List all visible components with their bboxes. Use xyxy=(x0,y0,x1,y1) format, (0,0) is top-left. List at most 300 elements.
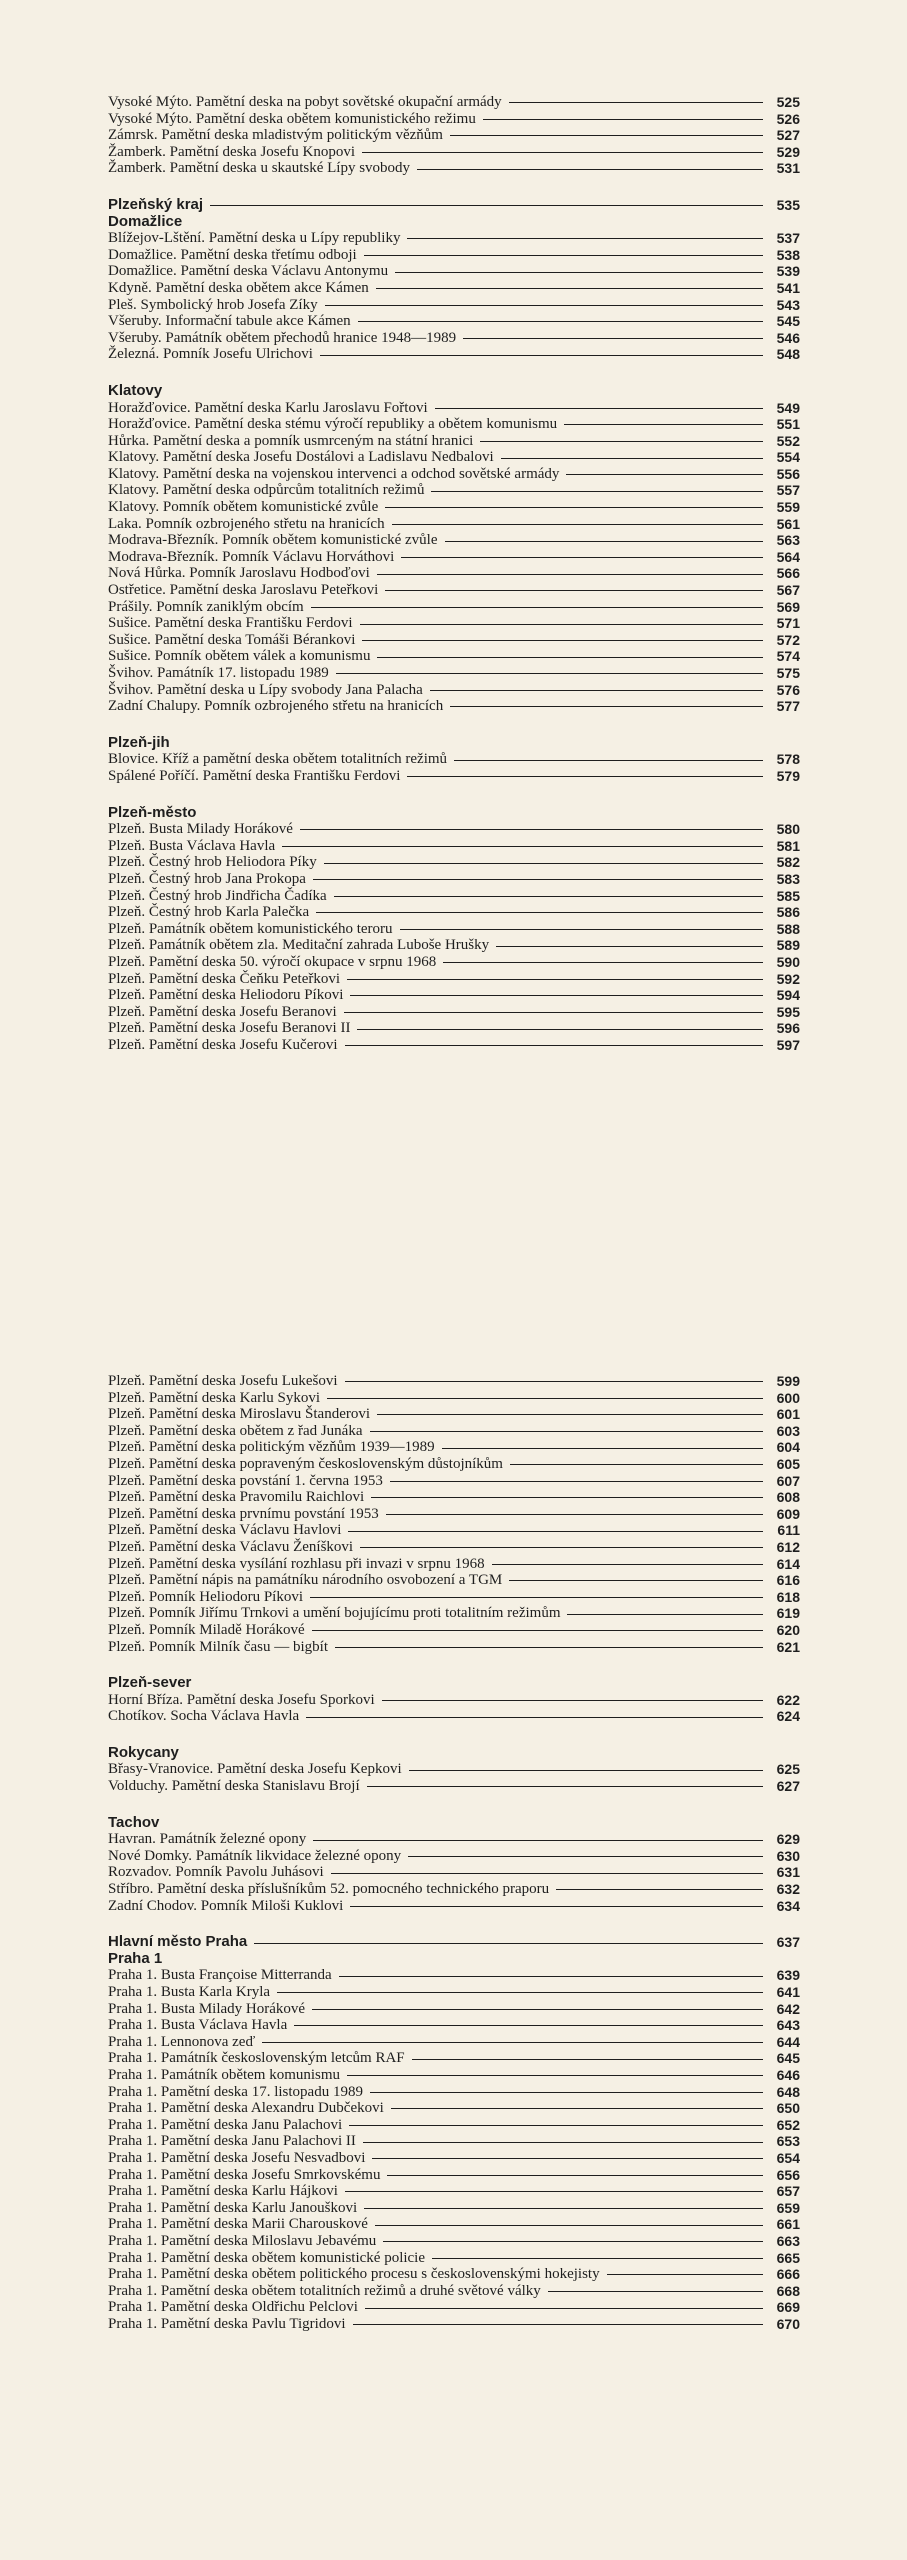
leader-line xyxy=(310,1597,763,1598)
leader-line xyxy=(364,255,763,256)
entry-title: Plzeň. Pamětní deska Karlu Sykovi xyxy=(108,1389,321,1406)
entry-title: Praha 1. Pamětní deska Oldřichu Pelclovi xyxy=(108,2299,358,2316)
toc-entry[interactable] xyxy=(108,2266,800,2283)
district-heading: Plzeň-jih xyxy=(108,733,170,751)
toc-entry[interactable] xyxy=(108,433,800,450)
entry-title: Domažlice. Pamětní deska třetímu odboji xyxy=(108,246,357,263)
leader-line xyxy=(334,896,763,897)
entry-title: Modrava-Březník. Pomník obětem komunistické zvůle xyxy=(108,532,438,549)
page-number: 597 xyxy=(776,1036,800,1053)
toc-entry[interactable] xyxy=(108,1848,800,1865)
toc-entry[interactable] xyxy=(108,582,800,599)
leader-line xyxy=(313,879,763,880)
toc-entry[interactable] xyxy=(108,2117,800,2134)
toc-entry[interactable] xyxy=(108,1037,800,1054)
toc-entry[interactable] xyxy=(108,1489,800,1506)
page-number: 634 xyxy=(776,1897,800,1914)
toc-entry[interactable] xyxy=(108,1881,800,1898)
page-number: 620 xyxy=(776,1621,800,1638)
leader-line xyxy=(350,995,763,996)
toc-entry[interactable] xyxy=(108,682,800,699)
toc-entry[interactable] xyxy=(108,111,800,128)
toc-entry[interactable] xyxy=(108,416,800,433)
toc-entry[interactable] xyxy=(108,127,800,144)
page-number: 599 xyxy=(776,1373,800,1389)
leader-line xyxy=(312,2009,763,2010)
entry-title: Všeruby. Památník obětem přechodů hranice 1948—1989 xyxy=(108,329,457,346)
leader-line xyxy=(357,1029,763,1030)
page-number: 541 xyxy=(776,279,800,296)
toc-column-upper xyxy=(108,94,800,1053)
toc-entry[interactable] xyxy=(108,1423,800,1440)
toc-entry[interactable] xyxy=(108,937,800,954)
leader-line xyxy=(408,1856,763,1857)
entry-title: Praha 1. Pamětní deska Karlu Hájkovi xyxy=(108,2183,338,2200)
page-number: 592 xyxy=(776,970,800,987)
toc-entry[interactable] xyxy=(108,904,800,921)
region-title: Plzeňský kraj xyxy=(108,195,204,213)
entry-title: Plzeň. Pomník Jiřímu Trnkovi a umění bojujícímu proti totalitním režimům xyxy=(108,1605,561,1622)
toc-entry[interactable] xyxy=(108,1778,800,1795)
page-number: 575 xyxy=(776,665,800,681)
entry-title: Plzeň. Pamětní nápis na památníku národního osvobození a TGM xyxy=(108,1572,503,1589)
entry-title: Švihov. Pamětní deska u Lípy svobody Jana Palacha xyxy=(108,681,423,698)
leader-line xyxy=(407,776,763,777)
leader-line xyxy=(306,1717,763,1718)
toc-entry[interactable] xyxy=(108,2084,800,2101)
entry-title: Modrava-Březník. Pomník Václavu Horváthovi xyxy=(108,548,395,565)
leader-line xyxy=(407,238,763,239)
leader-line xyxy=(454,760,763,761)
page-number: 589 xyxy=(776,937,800,954)
leader-line xyxy=(345,1381,763,1382)
toc-entry[interactable] xyxy=(108,2250,800,2267)
leader-line xyxy=(262,2042,763,2043)
page-number: 561 xyxy=(776,515,800,532)
leader-line xyxy=(450,135,763,136)
leader-line xyxy=(358,321,763,322)
toc-entry[interactable] xyxy=(108,1373,800,1390)
toc-entry[interactable] xyxy=(108,1406,800,1423)
leader-line xyxy=(492,1564,763,1565)
toc-entry[interactable] xyxy=(108,466,800,483)
toc-entry[interactable] xyxy=(108,1864,800,1881)
leader-line xyxy=(450,706,763,707)
entry-title: Volduchy. Pamětní deska Stanislavu Brojí xyxy=(108,1778,360,1795)
page-number: 605 xyxy=(776,1455,800,1472)
toc-entry[interactable] xyxy=(108,954,800,971)
page-number: 579 xyxy=(776,767,800,784)
leader-line xyxy=(501,458,763,459)
toc-entry[interactable] xyxy=(108,648,800,665)
leader-line xyxy=(370,2092,763,2093)
entry-title: Praha 1. Pamětní deska Pavlu Tigridovi xyxy=(108,2315,346,2332)
page-number: 594 xyxy=(776,987,800,1004)
entry-title: Praha 1. Pamětní deska Marii Charouskové xyxy=(108,2216,368,2233)
toc-entry[interactable] xyxy=(108,2167,800,2184)
page-number: 548 xyxy=(776,346,800,363)
entry-title: Praha 1. Busta Milady Horákové xyxy=(108,2000,306,2017)
toc-entry[interactable] xyxy=(108,987,800,1004)
entry-title: Plzeň. Pamětní deska Pravomilu Raichlovi xyxy=(108,1489,365,1506)
page-number: 526 xyxy=(776,110,800,127)
page-number: 618 xyxy=(776,1588,800,1605)
entry-title: Klatovy. Pamětní deska Josefu Dostálovi a Ladislavu Nedbalovi xyxy=(108,449,494,466)
page-number: 625 xyxy=(776,1761,800,1778)
toc-entry[interactable] xyxy=(108,1761,800,1778)
toc-entry[interactable] xyxy=(108,94,800,111)
toc-entry[interactable] xyxy=(108,1692,800,1709)
leader-line xyxy=(335,1647,763,1648)
leader-line xyxy=(347,2075,763,2076)
entry-title: Praha 1. Lennonova zeď xyxy=(108,2033,256,2050)
toc-entry[interactable] xyxy=(108,698,800,715)
leader-line xyxy=(432,2258,763,2259)
entry-title: Nové Domky. Památník likvidace železné opony xyxy=(108,1847,402,1864)
page-number: 569 xyxy=(776,598,800,615)
leader-line xyxy=(327,1398,763,1399)
entry-title: Praha 1. Pamětní deska 17. listopadu 1989 xyxy=(108,2083,363,2100)
entry-title: Zámrsk. Pamětní deska mladistvým politickým vězňům xyxy=(108,127,443,144)
toc-entry[interactable] xyxy=(108,1473,800,1490)
toc-entry[interactable] xyxy=(108,549,800,566)
leader-line xyxy=(300,829,763,830)
entry-title: Nová Hůrka. Pomník Jaroslavu Hodboďovi xyxy=(108,565,370,582)
district-heading: Rokycany xyxy=(108,1743,179,1761)
page-number: 619 xyxy=(776,1605,800,1622)
leader-line xyxy=(496,946,763,947)
leader-line xyxy=(311,607,763,608)
page-number: 665 xyxy=(776,2249,800,2266)
toc-entry[interactable] xyxy=(108,1572,800,1589)
leader-line xyxy=(386,1514,763,1515)
toc-entry[interactable] xyxy=(108,751,800,768)
entry-title: Praha 1. Pamětní deska obětem politického procesu s československými hokejisty xyxy=(108,2266,600,2283)
page-number: 646 xyxy=(776,2066,800,2083)
toc-entry[interactable] xyxy=(108,1506,800,1523)
toc-entry[interactable] xyxy=(108,499,800,516)
leader-line xyxy=(409,1770,763,1771)
leader-line xyxy=(392,524,763,525)
toc-entry[interactable] xyxy=(108,1898,800,1915)
entry-title: Praha 1. Pamětní deska obětem komunistické policie xyxy=(108,2249,426,2266)
leader-line xyxy=(376,288,763,289)
page-number: 538 xyxy=(776,246,800,263)
toc-entry[interactable] xyxy=(108,632,800,649)
section-gap xyxy=(108,1655,800,1675)
toc-entry[interactable] xyxy=(108,1004,800,1021)
leader-line xyxy=(395,272,763,273)
leader-line xyxy=(370,1431,763,1432)
region-heading-row[interactable] xyxy=(108,1934,800,1951)
entry-title: Pleš. Symbolický hrob Josefa Zíky xyxy=(108,296,318,313)
entry-title: Ostřetice. Pamětní deska Jaroslavu Peteřkovi xyxy=(108,582,379,599)
toc-column-lower xyxy=(108,1373,800,2332)
toc-entry[interactable] xyxy=(108,346,800,363)
entry-title: Plzeň. Pamětní deska Josefu Beranovi II xyxy=(108,1020,351,1037)
page-number: 566 xyxy=(776,565,800,582)
page-number: 663 xyxy=(776,2232,800,2249)
entry-title: Plzeň. Pamětní deska 50. výročí okupace v srpnu 1968 xyxy=(108,953,437,970)
leader-line xyxy=(371,1497,763,1498)
leader-line xyxy=(567,1614,763,1615)
page-number: 571 xyxy=(776,615,800,632)
entry-title: Plzeň. Pamětní deska Václavu Ženíškovi xyxy=(108,1538,354,1555)
leader-line xyxy=(483,119,763,120)
page-number: 650 xyxy=(776,2100,800,2117)
entry-title: Plzeň. Pamětní deska Čeňku Peteřkovi xyxy=(108,970,341,987)
leader-line xyxy=(556,1889,763,1890)
toc-entry[interactable] xyxy=(108,516,800,533)
entry-title: Železná. Pomník Josefu Ulrichovi xyxy=(108,346,313,363)
entry-title: Plzeň. Pamětní deska povstání 1. června 1953 xyxy=(108,1472,383,1489)
entry-title: Plzeň. Čestný hrob Jindřicha Čadíka xyxy=(108,887,327,904)
toc-entry[interactable] xyxy=(108,313,800,330)
toc-entry[interactable] xyxy=(108,2316,800,2333)
entry-title: Plzeň. Pamětní deska Heliodoru Píkovi xyxy=(108,987,344,1004)
page-number: 535 xyxy=(776,196,800,213)
toc-entry[interactable] xyxy=(108,280,800,297)
toc-entry[interactable] xyxy=(108,2100,800,2117)
page-number: 554 xyxy=(776,449,800,466)
entry-title: Plzeň. Pomník Heliodoru Píkovi xyxy=(108,1588,303,1605)
page-number: 656 xyxy=(776,2166,800,2183)
toc-entry[interactable] xyxy=(108,1456,800,1473)
toc-entry[interactable] xyxy=(108,615,800,632)
leader-line xyxy=(364,2208,763,2209)
toc-entry[interactable] xyxy=(108,160,800,177)
entry-title: Klatovy. Pamětní deska na vojenskou intervenci a odchod sovětské armády xyxy=(108,465,560,482)
page-number: 652 xyxy=(776,2116,800,2133)
page-number: 551 xyxy=(776,416,800,433)
toc-entry[interactable] xyxy=(108,263,800,280)
leader-line xyxy=(344,1012,763,1013)
entry-title: Prášily. Pomník zaniklým obcím xyxy=(108,598,304,615)
toc-entry[interactable] xyxy=(108,2034,800,2051)
toc-entry[interactable] xyxy=(108,599,800,616)
page-number: 539 xyxy=(776,263,800,280)
entry-title: Stříbro. Pamětní deska příslušníkům 52. pomocného technického praporu xyxy=(108,1881,550,1898)
toc-entry[interactable] xyxy=(108,2299,800,2316)
toc-entry[interactable] xyxy=(108,1390,800,1407)
page-number: 609 xyxy=(776,1505,800,1522)
toc-entry[interactable] xyxy=(108,2133,800,2150)
toc-entry[interactable] xyxy=(108,2216,800,2233)
toc-entry[interactable] xyxy=(108,2183,800,2200)
section-gap xyxy=(108,1914,800,1934)
toc-entry[interactable] xyxy=(108,1967,800,1984)
page-number: 525 xyxy=(776,94,800,110)
toc-entry[interactable] xyxy=(108,768,800,785)
leader-line xyxy=(431,491,763,492)
toc-entry[interactable] xyxy=(108,821,800,838)
toc-entry[interactable] xyxy=(108,1439,800,1456)
entry-title: Klatovy. Pamětní deska odpůrcům totalitních režimů xyxy=(108,482,425,499)
leader-line xyxy=(385,507,763,508)
entry-title: Plzeň. Busta Václava Havla xyxy=(108,837,276,854)
page-number: 612 xyxy=(776,1538,800,1555)
page-number: 545 xyxy=(776,313,800,330)
leader-line xyxy=(412,2059,763,2060)
toc-entry[interactable] xyxy=(108,1020,800,1037)
page-number: 531 xyxy=(776,160,800,177)
page-number: 627 xyxy=(776,1778,800,1795)
entry-title: Plzeň. Čestný hrob Heliodora Píky xyxy=(108,854,317,871)
entry-title: Plzeň. Pamětní deska Václavu Havlovi xyxy=(108,1522,342,1539)
toc-entry[interactable] xyxy=(108,1984,800,2001)
toc-entry[interactable] xyxy=(108,2017,800,2034)
toc-entry[interactable] xyxy=(108,2283,800,2300)
page-number: 607 xyxy=(776,1472,800,1489)
page-number: 578 xyxy=(776,751,800,768)
district-heading: Plzeň-město xyxy=(108,803,197,821)
toc-entry[interactable] xyxy=(108,1522,800,1539)
toc-entry[interactable] xyxy=(108,2067,800,2084)
leader-line xyxy=(385,590,763,591)
entry-title: Hůrka. Pamětní deska a pomník usmrceným na státní hranici xyxy=(108,432,474,449)
entry-title: Vysoké Mýto. Pamětní deska obětem komunistického režimu xyxy=(108,110,476,127)
toc-entry[interactable] xyxy=(108,1639,800,1656)
entry-title: Plzeň. Pamětní deska Josefu Beranovi xyxy=(108,1003,337,1020)
toc-entry[interactable] xyxy=(108,665,800,682)
leader-line xyxy=(313,1840,763,1841)
entry-title: Zadní Chodov. Pomník Miloši Kuklovi xyxy=(108,1897,344,1914)
entry-title: Praha 1. Pamětní deska Alexandru Dubčekovi xyxy=(108,2100,384,2117)
leader-line xyxy=(294,2025,763,2026)
entry-title: Blovice. Kříž a pamětní deska obětem totalitních režimů xyxy=(108,751,448,768)
toc-entry[interactable] xyxy=(108,297,800,314)
toc-entry[interactable] xyxy=(108,1622,800,1639)
entry-title: Plzeň. Čestný hrob Jana Prokopa xyxy=(108,870,306,887)
page-number: 596 xyxy=(776,1020,800,1037)
toc-entry[interactable] xyxy=(108,2050,800,2067)
toc-entry[interactable] xyxy=(108,971,800,988)
page-number: 657 xyxy=(776,2183,800,2200)
leader-line xyxy=(443,962,763,963)
page-number: 645 xyxy=(776,2050,800,2067)
entry-title: Domažlice. Pamětní deska Václavu Antonymu xyxy=(108,263,389,280)
section-gap xyxy=(108,715,800,735)
leader-line xyxy=(360,624,763,625)
entry-title: Praha 1. Busta Françoise Mitterranda xyxy=(108,1967,332,1984)
page-number: 654 xyxy=(776,2149,800,2166)
page-number: 577 xyxy=(776,698,800,715)
section-gap xyxy=(108,785,800,805)
toc-entry[interactable] xyxy=(108,230,800,247)
page-number: 563 xyxy=(776,532,800,549)
leader-line xyxy=(367,1786,763,1787)
page-number: 549 xyxy=(776,399,800,416)
toc-entry[interactable] xyxy=(108,565,800,582)
page-number: 641 xyxy=(776,1984,800,2000)
page-number: 574 xyxy=(776,648,800,665)
toc-entry[interactable] xyxy=(108,1605,800,1622)
toc-entry[interactable] xyxy=(108,921,800,938)
entry-title: Klatovy. Pomník obětem komunistické zvůle xyxy=(108,499,379,516)
entry-title: Plzeň. Pamětní deska obětem z řad Junáka xyxy=(108,1422,363,1439)
toc-entry[interactable] xyxy=(108,2001,800,2018)
leader-line xyxy=(331,1873,763,1874)
entry-title: Horní Bříza. Pamětní deska Josefu Sporkovi xyxy=(108,1691,375,1708)
page-number: 529 xyxy=(776,143,800,160)
leader-line xyxy=(312,1630,763,1631)
region-heading-row[interactable] xyxy=(108,197,800,214)
toc-entry[interactable] xyxy=(108,1556,800,1573)
page-number: 556 xyxy=(776,465,800,482)
toc-entry[interactable] xyxy=(108,247,800,264)
leader-line xyxy=(390,1481,763,1482)
toc-entry[interactable] xyxy=(108,1708,800,1725)
toc-entry[interactable] xyxy=(108,854,800,871)
entry-title: Žamberk. Pamětní deska Josefu Knopovi xyxy=(108,143,356,160)
page-number: 668 xyxy=(776,2282,800,2299)
entry-title: Všeruby. Informační tabule akce Kámen xyxy=(108,313,351,330)
toc-entry[interactable] xyxy=(108,871,800,888)
toc-entry[interactable] xyxy=(108,532,800,549)
entry-title: Praha 1. Památník obětem komunismu xyxy=(108,2066,341,2083)
page-number: 631 xyxy=(776,1864,800,1881)
page-number: 659 xyxy=(776,2199,800,2216)
page-number: 614 xyxy=(776,1555,800,1572)
entry-title: Praha 1. Pamětní deska obětem totalitních režimů a druhé světové války xyxy=(108,2282,541,2299)
page-number: 670 xyxy=(776,2315,800,2332)
entry-title: Plzeň. Pomník Milník času — bigbít xyxy=(108,1638,328,1655)
section-gap xyxy=(108,1725,800,1745)
toc-entry[interactable] xyxy=(108,449,800,466)
toc-entry[interactable] xyxy=(108,482,800,499)
district-heading: Tachov xyxy=(108,1813,160,1831)
entry-title: Břasy-Vranovice. Pamětní deska Josefu Kepkovi xyxy=(108,1761,402,1778)
page-number: 603 xyxy=(776,1422,800,1439)
toc-entry[interactable] xyxy=(108,1831,800,1848)
leader-line xyxy=(564,424,763,425)
entry-title: Žamberk. Pamětní deska u skautské Lípy svobody xyxy=(108,160,411,177)
district-heading: Praha 1 xyxy=(108,1949,163,1967)
leader-line xyxy=(401,557,763,558)
page-number: 621 xyxy=(776,1638,800,1655)
toc-entry[interactable] xyxy=(108,2233,800,2250)
page-number: 639 xyxy=(776,1967,800,1984)
leader-line xyxy=(353,2324,764,2325)
page-number: 586 xyxy=(776,904,800,921)
toc-entry[interactable] xyxy=(108,144,800,161)
leader-line xyxy=(463,338,763,339)
toc-entry[interactable] xyxy=(108,1539,800,1556)
entry-title: Plzeň. Pamětní deska Josefu Lukešovi xyxy=(108,1373,338,1389)
entry-title: Praha 1. Busta Karla Kryla xyxy=(108,1984,271,2000)
entry-title: Sušice. Pamětní deska Tomáši Bérankovi xyxy=(108,631,356,648)
leader-line xyxy=(345,2191,763,2192)
leader-line xyxy=(548,2291,763,2292)
entry-title: Kdyně. Pamětní deska obětem akce Kámen xyxy=(108,279,369,296)
entry-title: Plzeň. Pamětní deska Josefu Kučerovi xyxy=(108,1036,338,1053)
toc-entry[interactable] xyxy=(108,2200,800,2217)
toc-entry[interactable] xyxy=(108,838,800,855)
leader-line xyxy=(480,441,763,442)
page-number: 600 xyxy=(776,1389,800,1406)
toc-entry[interactable] xyxy=(108,2150,800,2167)
toc-entry[interactable] xyxy=(108,330,800,347)
page-number: 590 xyxy=(776,953,800,970)
entry-title: Plzeň. Pamětní deska prvnímu povstání 1953 xyxy=(108,1505,379,1522)
page-number: 595 xyxy=(776,1003,800,1020)
toc-entry[interactable] xyxy=(108,400,800,417)
toc-entry[interactable] xyxy=(108,1589,800,1606)
page-number: 616 xyxy=(776,1572,800,1589)
toc-entry[interactable] xyxy=(108,888,800,905)
region-title: Hlavní město Praha xyxy=(108,1933,248,1951)
entry-title: Plzeň. Pamětní deska popraveným československým důstojníkům xyxy=(108,1455,503,1472)
